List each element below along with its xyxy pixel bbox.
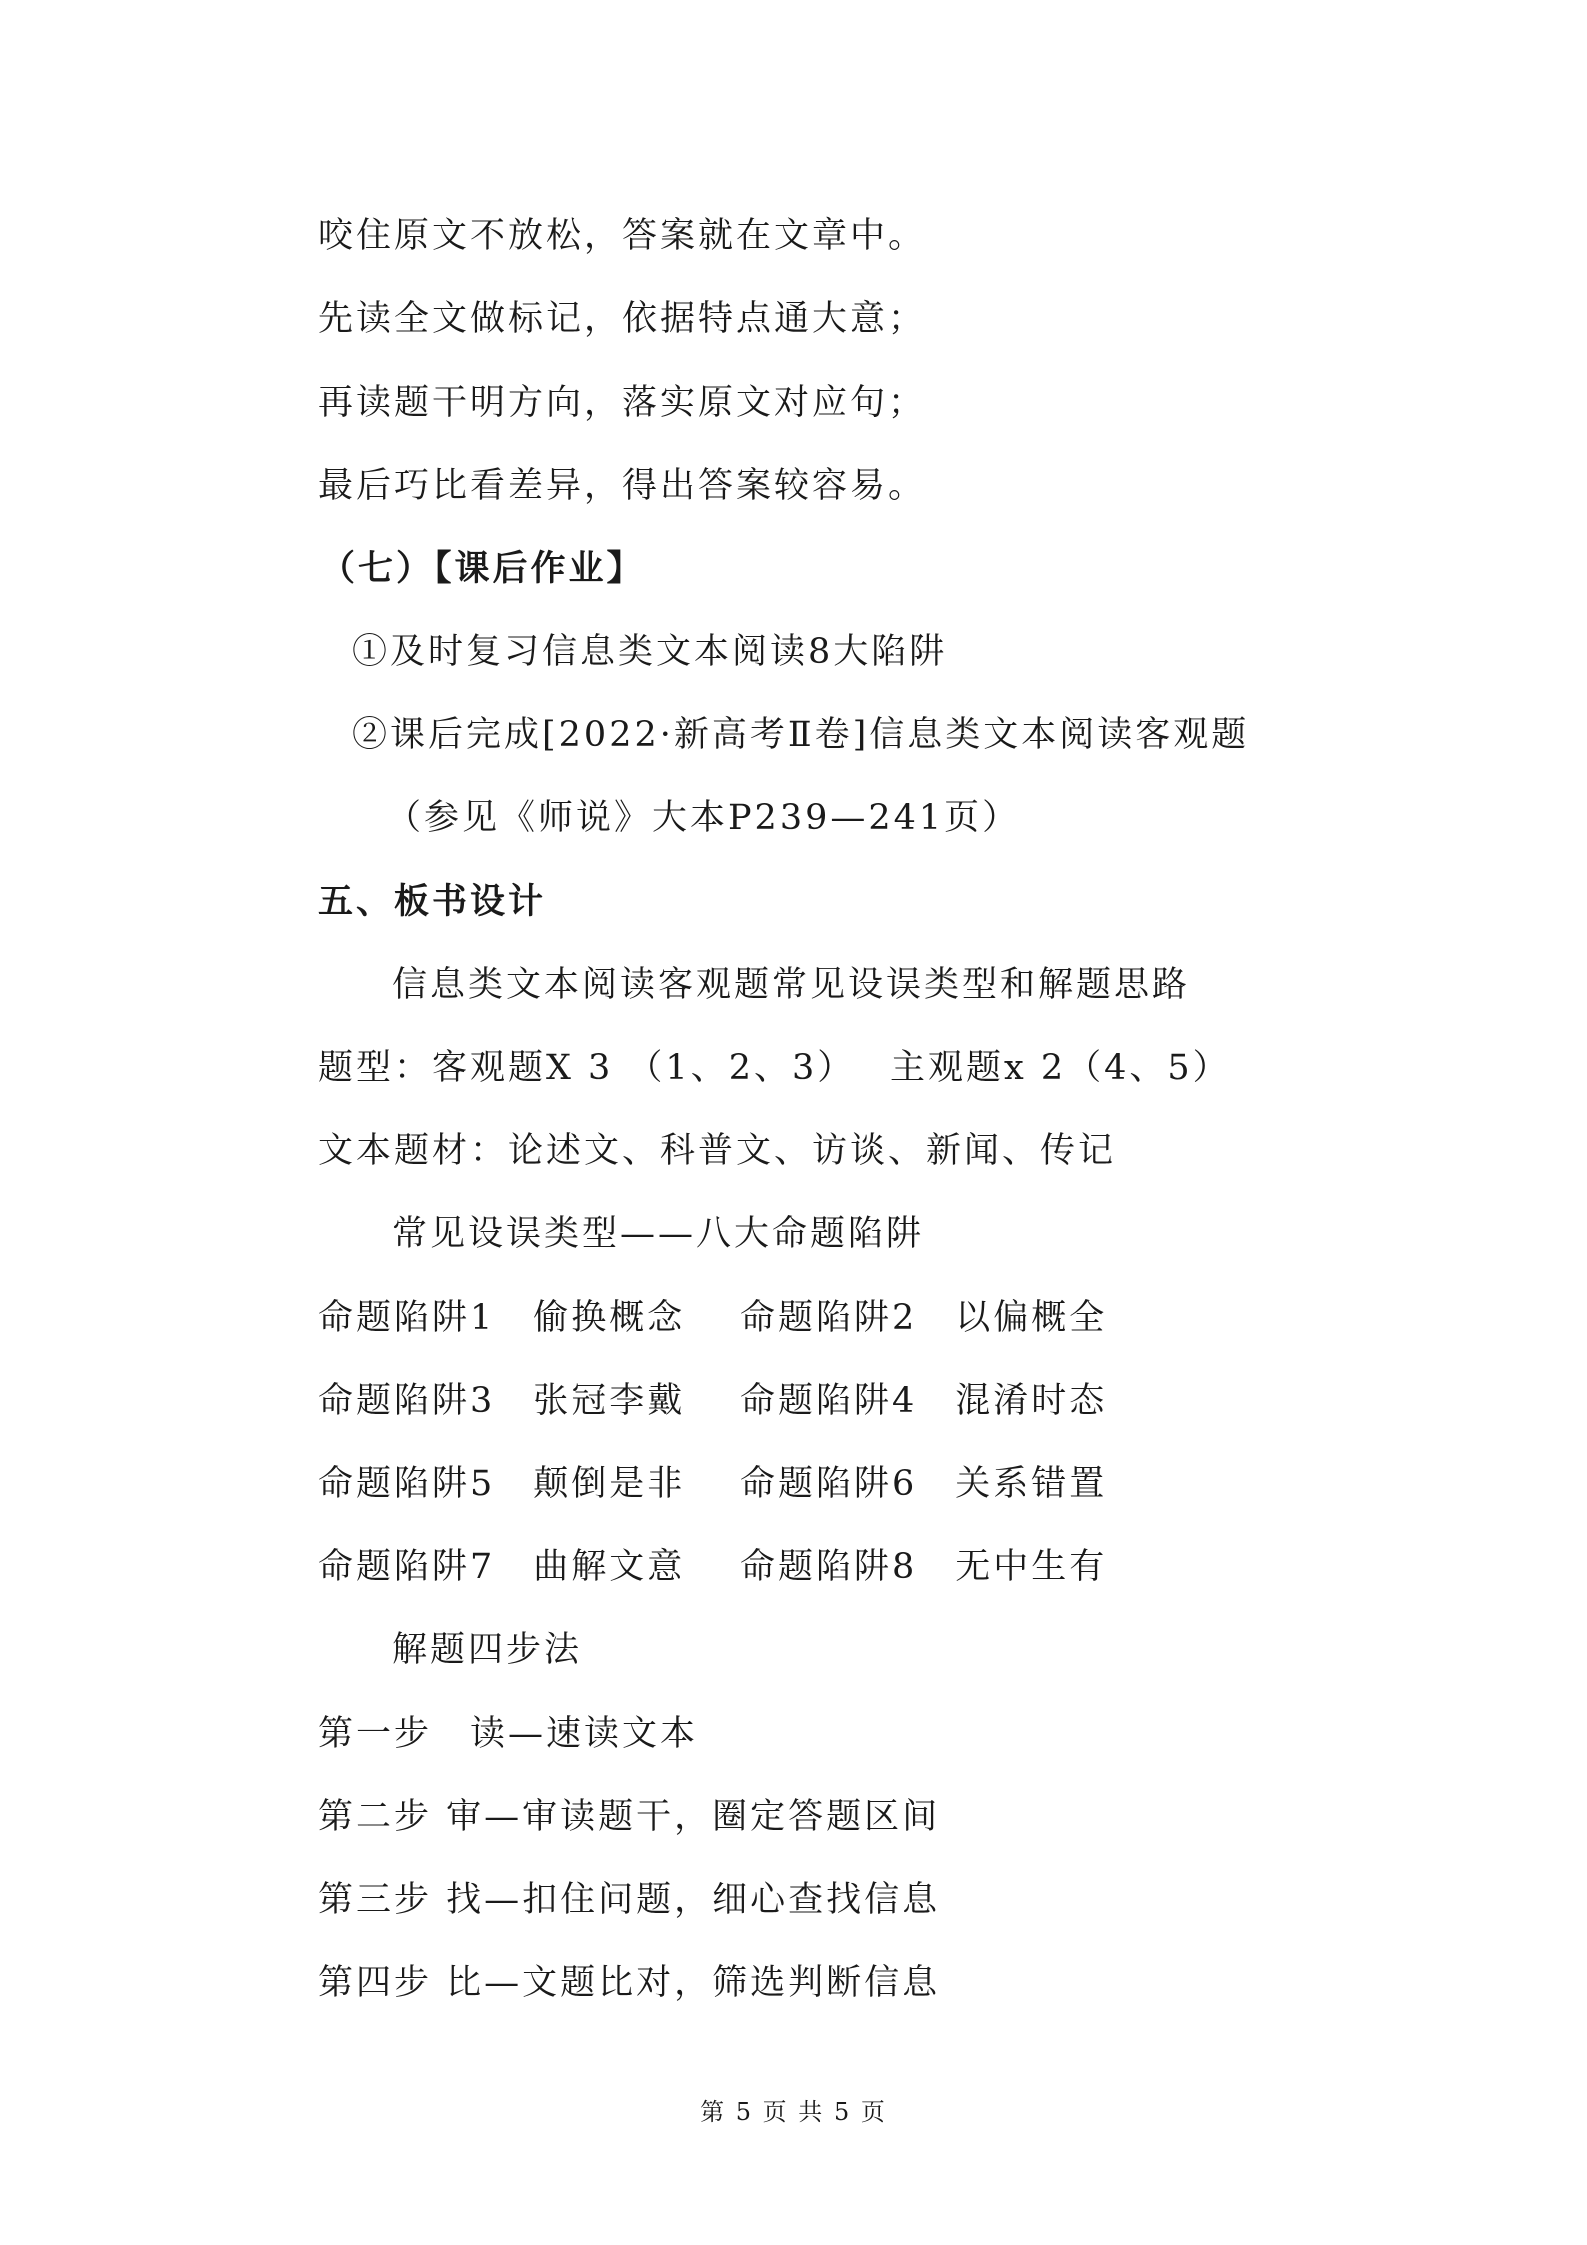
homework-heading: （七）【课后作业】 (320, 548, 645, 589)
steps-title: 解题四步法 (392, 1630, 583, 1670)
trap-left: 命题陷阱1 偷换概念 (318, 1298, 686, 1338)
page-footer: 第 5 页 共 5 页 (700, 2098, 887, 2126)
trap-left: 命题陷阱3 张冠李戴 (318, 1381, 686, 1421)
text-materials: 文本题材：论述文、科普文、访谈、新闻、传记 (318, 1131, 1117, 1171)
mnemonic-line-2: 先读全文做标记，依据特点通大意； (318, 299, 927, 339)
mnemonic-line-3: 再读题干明方向，落实原文对应句； (318, 383, 927, 423)
homework-item-2-note: （参见《师说》大本P239—241页） (386, 798, 1021, 838)
question-types-subjective: 主观题x 2（4、5） (890, 1048, 1231, 1088)
step-item: 第一步 读—速读文本 (318, 1714, 699, 1754)
trap-left: 命题陷阱7 曲解文意 (318, 1547, 686, 1587)
traps-title: 常见设误类型——八大命题陷阱 (392, 1214, 925, 1254)
homework-item-1: ①及时复习信息类文本阅读8大陷阱 (352, 632, 948, 672)
trap-right: 命题陷阱2 以偏概全 (740, 1298, 1108, 1338)
step-item: 第二步 审—审读题干，圈定答题区间 (318, 1797, 941, 1837)
trap-right: 命题陷阱4 混淆时态 (740, 1381, 1108, 1421)
step-item: 第三步 找—扣住问题，细心查找信息 (318, 1880, 941, 1920)
board-heading: 五、板书设计 (318, 881, 547, 922)
trap-right: 命题陷阱8 无中生有 (740, 1547, 1108, 1587)
question-types-objective: 题型：客观题X 3 （1、2、3） (318, 1048, 856, 1088)
step-item: 第四步 比—文题比对，筛选判断信息 (318, 1963, 941, 2003)
mnemonic-line-4: 最后巧比看差异，得出答案较容易。 (318, 466, 927, 506)
trap-left: 命题陷阱5 颠倒是非 (318, 1464, 686, 1504)
board-title: 信息类文本阅读客观题常见设误类型和解题思路 (392, 965, 1191, 1005)
mnemonic-line-1: 咬住原文不放松，答案就在文章中。 (318, 216, 927, 256)
homework-item-2: ②课后完成[2022·新高考Ⅱ卷]信息类文本阅读客观题 (352, 715, 1250, 755)
trap-right: 命题陷阱6 关系错置 (740, 1464, 1108, 1504)
